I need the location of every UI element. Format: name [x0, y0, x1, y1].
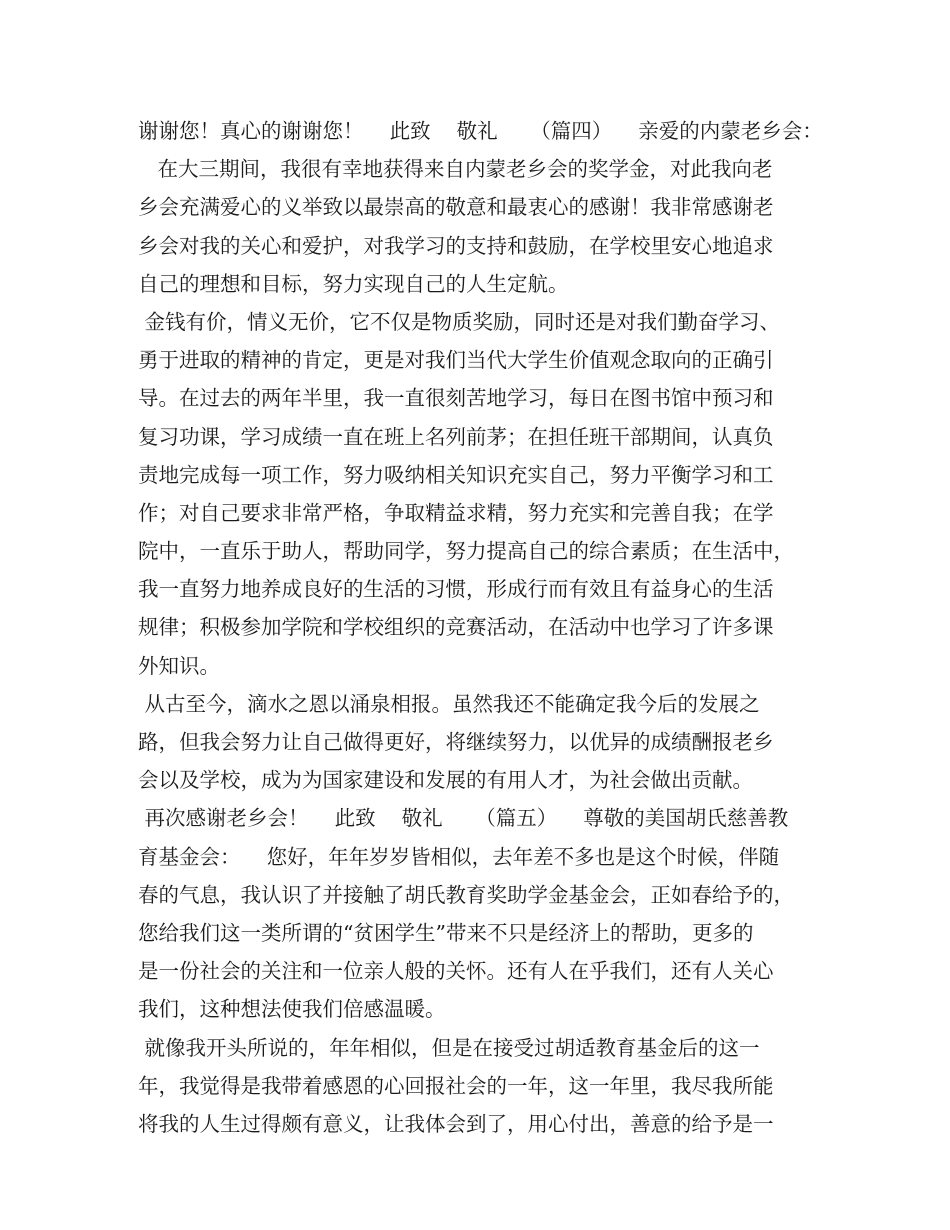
text-line: 年，我觉得是我带着感恩的心回报社会的一年，这一年里，我尽我所能	[138, 1073, 774, 1098]
text-line: 我一直努力地养成良好的生活的习惯，形成行而有效且有益身心的生活	[138, 577, 774, 602]
text-line: 春的气息，我认识了并接触了胡氏教育奖助学金基金会，正如春给予的，	[138, 882, 794, 907]
text-line: 规律；积极参加学院和学校组织的竞赛活动，在活动中也学习了许多课	[138, 615, 774, 640]
text-line: 院中，一直乐于助人，帮助同学，努力提高自己的综合素质；在生活中，	[138, 539, 794, 564]
text-line: 外知识。	[138, 653, 220, 678]
text-line: 谢谢您！真心的谢谢您！ 此致 敬礼 （篇四） 亲爱的内蒙老乡会：	[138, 119, 823, 143]
text-line: 乡会充满爱心的义举致以最崇高的敬意和最衷心的感谢！我非常感谢老	[138, 195, 774, 220]
text-line: 复习功课，学习成绩一直在班上名列前茅；在担任班干部期间，认真负	[138, 424, 774, 449]
text-line: 是一份社会的关注和一位亲人般的关怀。还有人在乎我们，还有人关心	[138, 959, 774, 984]
text-line: 勇于进取的精神的肯定，更是对我们当代大学生价值观念取向的正确引	[138, 348, 774, 373]
text-line: 您给我们这一类所谓的“贫困学生”带来不只是经济上的帮助，更多的	[138, 920, 754, 945]
text-line: 在大三期间，我很有幸地获得来自内蒙老乡会的奖学金，对此我向老	[138, 157, 773, 182]
text-line: 导。在过去的两年半里，我一直很刻苦地学习，每日在图书馆中预习和	[138, 386, 774, 411]
text-line: 金钱有价，情义无价，它不仅是物质奖励，同时还是对我们勤奋学习、	[138, 309, 781, 334]
text-line: 路，但我会努力让自己做得更好，将继续努力，以优异的成绩酬报老乡	[138, 730, 774, 754]
document-body	[138, 112, 828, 1143]
text-line: 我们，这种想法使我们倍感温暖。	[138, 997, 446, 1022]
text-line: 乡会对我的关心和爱护，对我学习的支持和鼓励，在学校里安心地追求	[138, 233, 774, 258]
text-line: 再次感谢老乡会！ 此致 敬礼 （篇五） 尊敬的美国胡氏慈善教	[138, 806, 789, 831]
text-line: 从古至今，滴水之恩以涌泉相报。虽然我还不能确定我今后的发展之	[138, 691, 760, 716]
text-line: 责地完成每一项工作，努力吸纳相关知识充实自己，努力平衡学习和工	[138, 462, 774, 487]
text-line: 会以及学校，成为为国家建设和发展的有用人才，为社会做出贡献。	[138, 768, 753, 793]
text-line: 育基金会： 您好，年年岁岁皆相似，去年差不多也是这个时候，伴随	[138, 844, 780, 869]
text-line: 将我的人生过得颇有意义，让我体会到了，用心付出，善意的给予是一	[138, 1111, 774, 1136]
text-line: 作；对自己要求非常严格，争取精益求精，努力充实和完善自我；在学	[138, 500, 774, 525]
text-line: 就像我开头所说的，年年相似，但是在接受过胡适教育基金后的这一	[138, 1035, 760, 1060]
text-line: 自己的理想和目标，努力实现自己的人生定航。	[138, 271, 569, 296]
